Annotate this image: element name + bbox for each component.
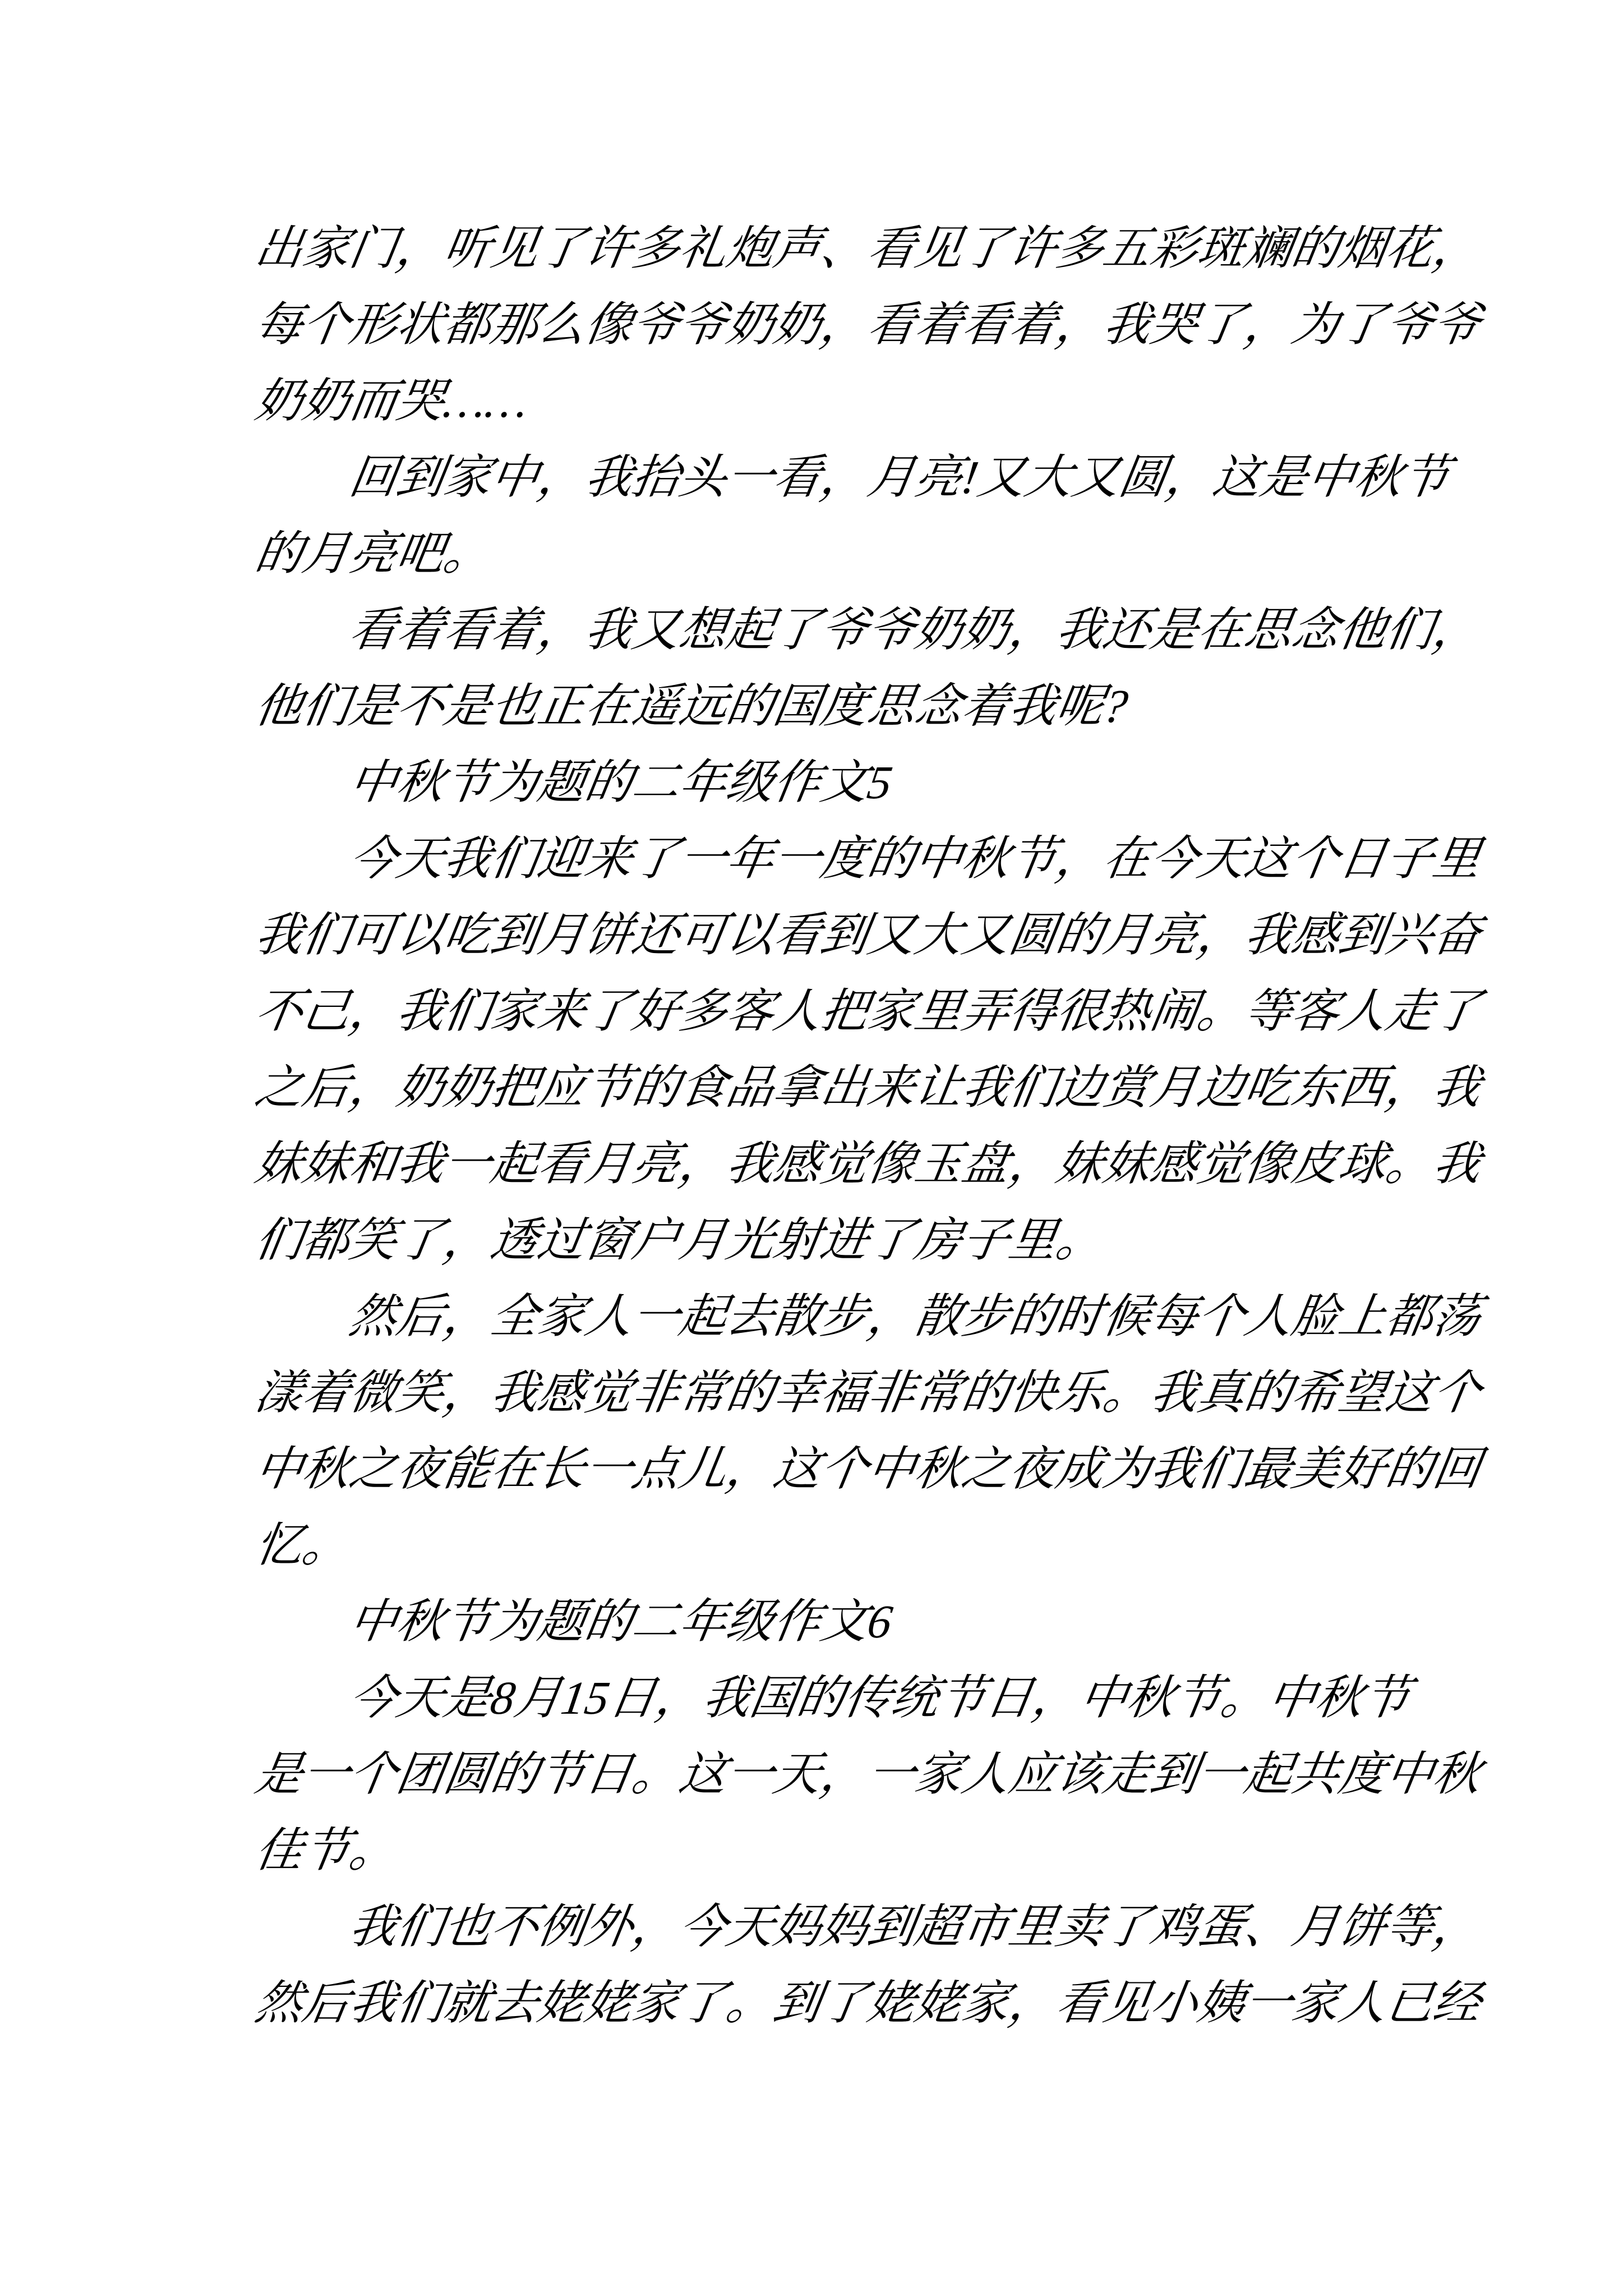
text-line: 看着看着，我又想起了爷爷奶奶，我还是在思念他们， (345, 604, 1485, 656)
text-line: 今天是8月15日，我国的传统节日，中秋节。中秋节 (345, 1672, 1414, 1724)
text-line: 然后，全家人一起去散步，散步的时候每个人脸上都荡 (345, 1291, 1485, 1343)
text-line: 们都笑了，透过窗户月光射进了房子里。 (251, 1214, 1108, 1267)
text-line: 漾着微笑，我感觉非常的幸福非常的快乐。我真的希望这个 (251, 1367, 1485, 1419)
text-line: 他们是不是也正在遥远的国度思念着我呢? (251, 680, 1132, 733)
text-line: 每个形状都那么像爷爷奶奶，看着看着，我哭了，为了爷爷 (251, 299, 1485, 351)
text-line: 回到家中，我抬头一看，月亮!又大又圆，这是中秋节 (345, 452, 1454, 504)
text-line: 佳节。 (251, 1825, 402, 1877)
text-line: 不己，我们家来了好多客人把家里弄得很热闹。等客人走了 (251, 986, 1485, 1038)
text-line: 今天我们迎来了一年一度的中秋节，在今天这个日子里 (345, 833, 1485, 885)
text-line: 是一个团圆的节日。这一天，一家人应该走到一起共度中秋 (251, 1749, 1485, 1801)
essay-title-line: 中秋节为题的二年级作文5 (345, 757, 896, 809)
text-line: 出家门，听见了许多礼炮声、看见了许多五彩斑斓的烟花， (251, 223, 1485, 275)
text-line: 我们可以吃到月饼还可以看到又大又圆的月亮，我感到兴奋 (251, 909, 1485, 961)
text-line: 之后，奶奶把应节的食品拿出来让我们边赏月边吃东西，我 (251, 1062, 1485, 1114)
text-line: 然后我们就去姥姥家了。到了姥姥家，看见小姨一家人已经 (251, 1977, 1485, 2030)
text-line: 妹妹和我一起看月亮，我感觉像玉盘，妹妹感觉像皮球。我 (251, 1138, 1485, 1190)
text-line: 忆。 (251, 1520, 354, 1572)
text-line: 我们也不例外，今天妈妈到超市里卖了鸡蛋、月饼等， (345, 1901, 1485, 1953)
text-line: 的月亮吧。 (251, 528, 496, 580)
text-line: 中秋之夜能在长一点儿，这个中秋之夜成为我们最美好的回 (251, 1443, 1485, 1496)
text-line: 奶奶而哭…… (251, 375, 532, 427)
essay-text-block (250, 211, 1539, 2042)
essay-title-line: 中秋节为题的二年级作文6 (345, 1596, 896, 1648)
